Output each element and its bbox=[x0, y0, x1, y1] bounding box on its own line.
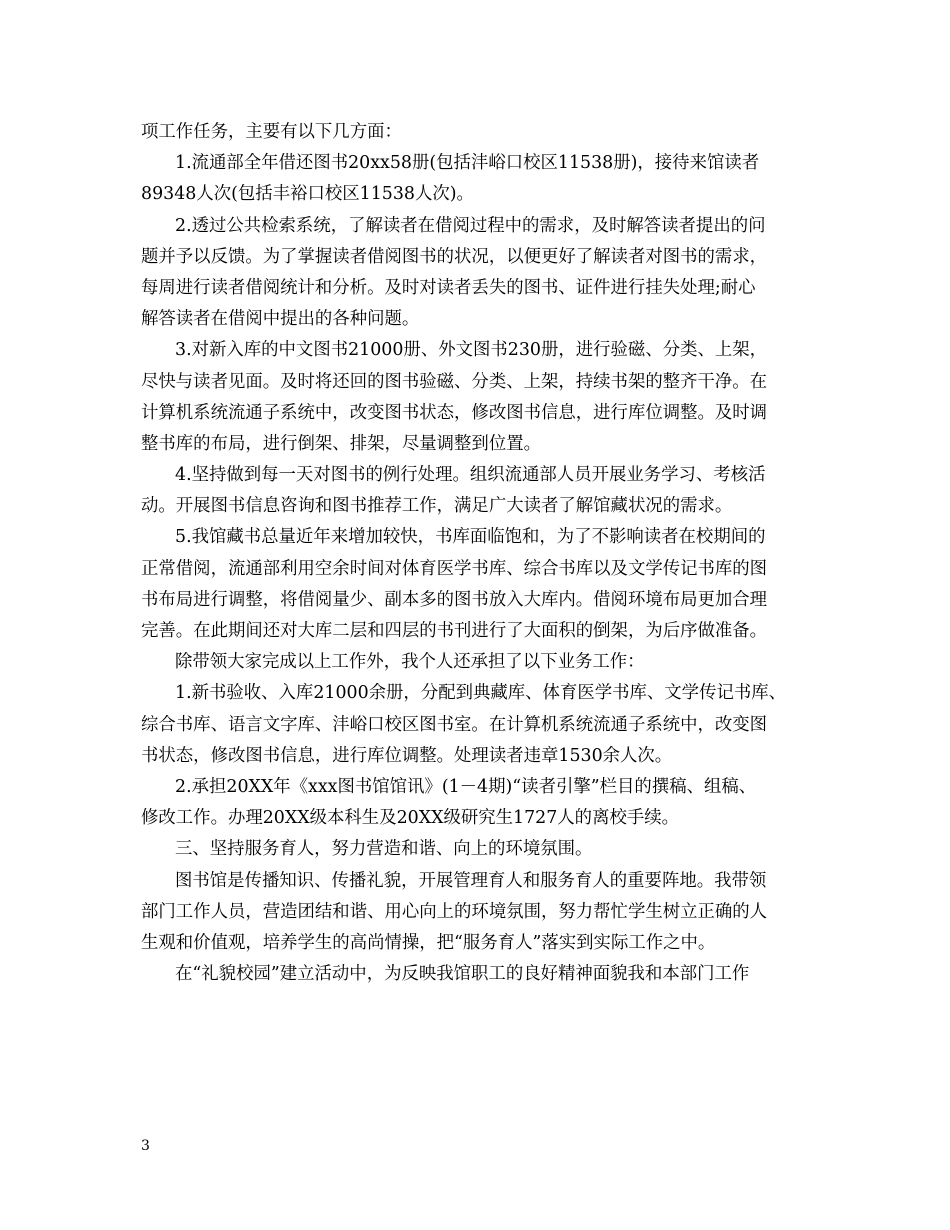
text-line: 题并予以反馈。为了掌握读者借阅图书的状况，以便更好了解读者对图书的需求， bbox=[141, 246, 768, 267]
text-line: 综合书库、语言文字库、沣峪口校区图书室。在计算机系统流通子系统中，改变图 bbox=[141, 714, 768, 735]
text-line: 在“礼貌校园”建立活动中，为反映我馆职工的良好精神面貌我和本部门工作 bbox=[175, 964, 750, 985]
text-line: 3.对新入库的中文图书21000册、外文图书230册，进行验磁、分类、上架， bbox=[175, 340, 768, 361]
text-line: 89348人次(包括丰裕口校区11538人次)。 bbox=[141, 184, 474, 205]
text-line: 部门工作人员，营造团结和谐、用心向上的环境氛围，努力帮忙学生树立正确的人 bbox=[141, 901, 768, 922]
text-line: 修改工作。办理20XX级本科生及20XX级研究生1727人的离校手续。 bbox=[141, 808, 680, 829]
text-line: 书布局进行调整，将借阅量少、副本多的图书放入大库内。借阅环境布局更加合理 bbox=[141, 589, 768, 610]
document-body bbox=[141, 117, 831, 990]
text-line: 1.新书验收、入库21000余册，分配到典藏库、体育医学书库、文学传记书库、 bbox=[175, 683, 787, 704]
text-line: 生观和价值观，培养学生的高尚情操，把“服务育人”落实到实际工作之中。 bbox=[141, 932, 716, 953]
text-line: 图书馆是传播知识、传播礼貌，开展管理育人和服务育人的重要阵地。我带领 bbox=[175, 870, 767, 891]
text-line: 尽快与读者见面。及时将还回的图书验磁、分类、上架，持续书架的整齐干净。在 bbox=[141, 371, 768, 392]
page-number: 3 bbox=[141, 1138, 150, 1154]
text-line: 2.透过公共检索系统，了解读者在借阅过程中的需求，及时解答读者提出的问 bbox=[175, 215, 766, 236]
text-line: 书状态，修改图书信息，进行库位调整。处理读者违章1530余人次。 bbox=[141, 745, 673, 766]
text-line: 正常借阅，流通部利用空余时间对体育医学书库、综合书库以及文学传记书库的图 bbox=[141, 558, 768, 579]
text-line: 动。开展图书信息咨询和图书推荐工作，满足广大读者了解馆藏状况的需求。 bbox=[141, 496, 733, 517]
text-line: 4.坚持做到每一天对图书的例行处理。组织流通部人员开展业务学习、考核活 bbox=[175, 465, 766, 486]
text-line: 解答读者在借阅中提出的各种问题。 bbox=[141, 309, 420, 330]
text-line: 除带领大家完成以上工作外，我个人还承担了以下业务工作： bbox=[175, 652, 645, 673]
text-line: 5.我馆藏书总量近年来增加较快，书库面临饱和，为了不影响读者在校期间的 bbox=[175, 527, 766, 548]
text-line: 2.承担20XX年《xxx图书馆馆讯》(1－4期)“读者引擎”栏目的撰稿、组稿、 bbox=[175, 776, 757, 797]
text-line: 计算机系统流通子系统中，改变图书状态，修改图书信息，进行库位调整。及时调 bbox=[141, 402, 768, 423]
text-line: 项工作任务，主要有以下几方面： bbox=[141, 122, 402, 142]
text-line: 完善。在此期间还对大库二层和四层的书刊进行了大面积的倒架，为后序做准备。 bbox=[141, 621, 768, 641]
text-line: 1.流通部全年借还图书20xx58册(包括沣峪口校区11538册)，接待来馆读者 bbox=[175, 153, 760, 174]
text-line: 三、坚持服务育人，努力营造和谐、向上的环境氛围。 bbox=[175, 839, 593, 860]
text-line: 整书库的布局，进行倒架、排架，尽量调整到位置。 bbox=[141, 433, 541, 454]
text-line: 每周进行读者借阅统计和分析。及时对读者丢失的图书、证件进行挂失处理;耐心 bbox=[141, 277, 756, 298]
